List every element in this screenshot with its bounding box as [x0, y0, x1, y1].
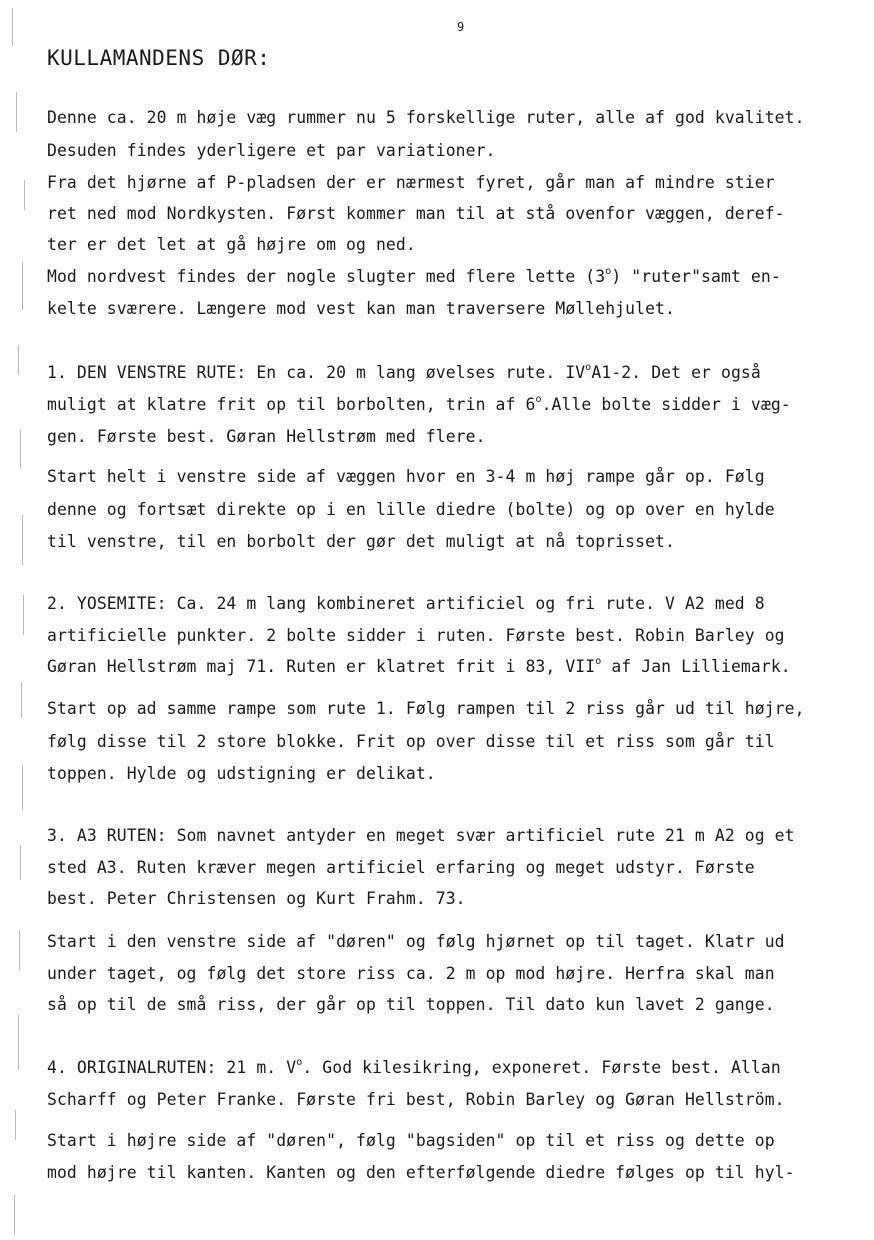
degree-mark: o — [595, 656, 602, 667]
text-line: toppen. Hylde og udstigning er delikat. — [47, 764, 436, 783]
text-line: Gøran Hellstrøm maj 71. Ruten er klatret frit i 83, VII$^o$ af Jan Lilliemark. — [47, 656, 791, 676]
text-line: Denne ca. 20 m høje væg rummer nu 5 forskellige ruter, alle af god kvalitet. — [47, 108, 805, 127]
scan-margin-mark — [12, 8, 13, 46]
scan-margin-mark — [22, 515, 23, 565]
text-line: 4. ORIGINALRUTEN: 21 m. $V^o$. God kilesikring, exponeret. Første best. Allan — [47, 1057, 781, 1077]
degree-mark: o — [585, 362, 592, 373]
text-line: Start i den venstre side af "døren" og følg hjørnet op til taget. Klatr ud — [47, 932, 785, 951]
text-line: 2. YOSEMITE: Ca. 24 m lang kombineret artificiel og fri rute. V A2 med 8 — [47, 594, 765, 613]
scan-margin-mark — [18, 345, 19, 375]
text-line: gen. Første best. Gøran Hellstrøm med flere. — [47, 427, 486, 446]
page-number: 9 — [457, 20, 465, 34]
text-line: sted A3. Ruten kræver megen artificiel erfaring og meget udstyr. Første — [47, 858, 755, 877]
scan-margin-mark — [14, 1195, 15, 1235]
degree-mark: o — [605, 266, 612, 277]
scan-margin-mark — [22, 262, 23, 310]
scan-margin-mark — [20, 845, 21, 880]
text-line: mod højre til kanten. Kanten og den efterfølgende diedre følges op til hyl- — [47, 1163, 795, 1182]
text-line: artificielle punkter. 2 bolte sidder i ruten. Første best. Robin Barley og — [47, 626, 785, 645]
text-line: Fra det hjørne af P-pladsen der er nærmest fyret, går man af mindre stier — [47, 173, 775, 192]
text-line: 3. A3 RUTEN: Som navnet antyder en meget svær artificiel rute 21 m A2 og et — [47, 826, 795, 845]
scan-margin-mark — [21, 682, 22, 718]
text-line: ret ned mod Nordkysten. Først kommer man til at stå ovenfor væggen, deref- — [47, 204, 785, 223]
degree-mark: o — [535, 394, 542, 405]
text-line: Desuden findes yderligere et par variationer. — [47, 141, 496, 160]
scan-margin-mark — [23, 595, 24, 635]
text-line: ter er det let at gå højre om og ned. — [47, 235, 416, 254]
page-title: KULLAMANDENS DØR: — [47, 46, 271, 70]
text-line: denne og fortsæt direkte op i en lille diedre (bolte) og op over en hylde — [47, 500, 775, 519]
text-line: kelte sværere. Længere mod vest kan man traversere Møllehjulet. — [47, 299, 675, 318]
text-line: under taget, og følg det store riss ca. 2 m op mod højre. Herfra skal man — [47, 964, 775, 983]
scan-margin-mark — [20, 430, 21, 468]
text-line: Start helt i venstre side af væggen hvor en 3-4 m høj rampe går op. Følg — [47, 467, 765, 486]
text-line: best. Peter Christensen og Kurt Frahm. 73. — [47, 889, 466, 908]
text-line: Start op ad samme rampe som rute 1. Følg rampen til 2 riss går ud til højre, — [47, 699, 805, 718]
scan-margin-mark — [16, 92, 17, 132]
text-line: 1. DEN VENSTRE RUTE: En ca. 20 m lang øvelses rute. $IV^oA1-2$. Det er også — [47, 362, 761, 382]
scan-margin-mark — [18, 1015, 19, 1070]
scan-margin-mark — [15, 1110, 16, 1140]
text-line: Start i højre side af "døren", følg "bagsiden" op til et riss og dette op — [47, 1131, 775, 1150]
text-line: så op til de små riss, der går op til toppen. Til dato kun lavet 2 gange. — [47, 995, 775, 1014]
scan-margin-mark — [24, 180, 25, 210]
degree-mark: o — [296, 1057, 303, 1068]
text-line: til venstre, til en borbolt der gør det muligt at nå toprisset. — [47, 532, 675, 551]
scan-margin-mark — [19, 930, 20, 970]
text-line: følg disse til 2 store blokke. Frit op over disse til et riss som går til — [47, 732, 775, 751]
text-line: muligt at klatre frit op til borbolten, trin af 6$^o$.Alle bolte sidder i væg- — [47, 394, 791, 414]
text-line: Scharff og Peter Franke. Første fri best, Robin Barley og Gøran Hellström. — [47, 1090, 785, 1109]
scan-margin-mark — [22, 765, 23, 810]
text-line: Mod nordvest findes der nogle slugter med flere lette (3$^o$) "ruter"samt en- — [47, 266, 781, 286]
